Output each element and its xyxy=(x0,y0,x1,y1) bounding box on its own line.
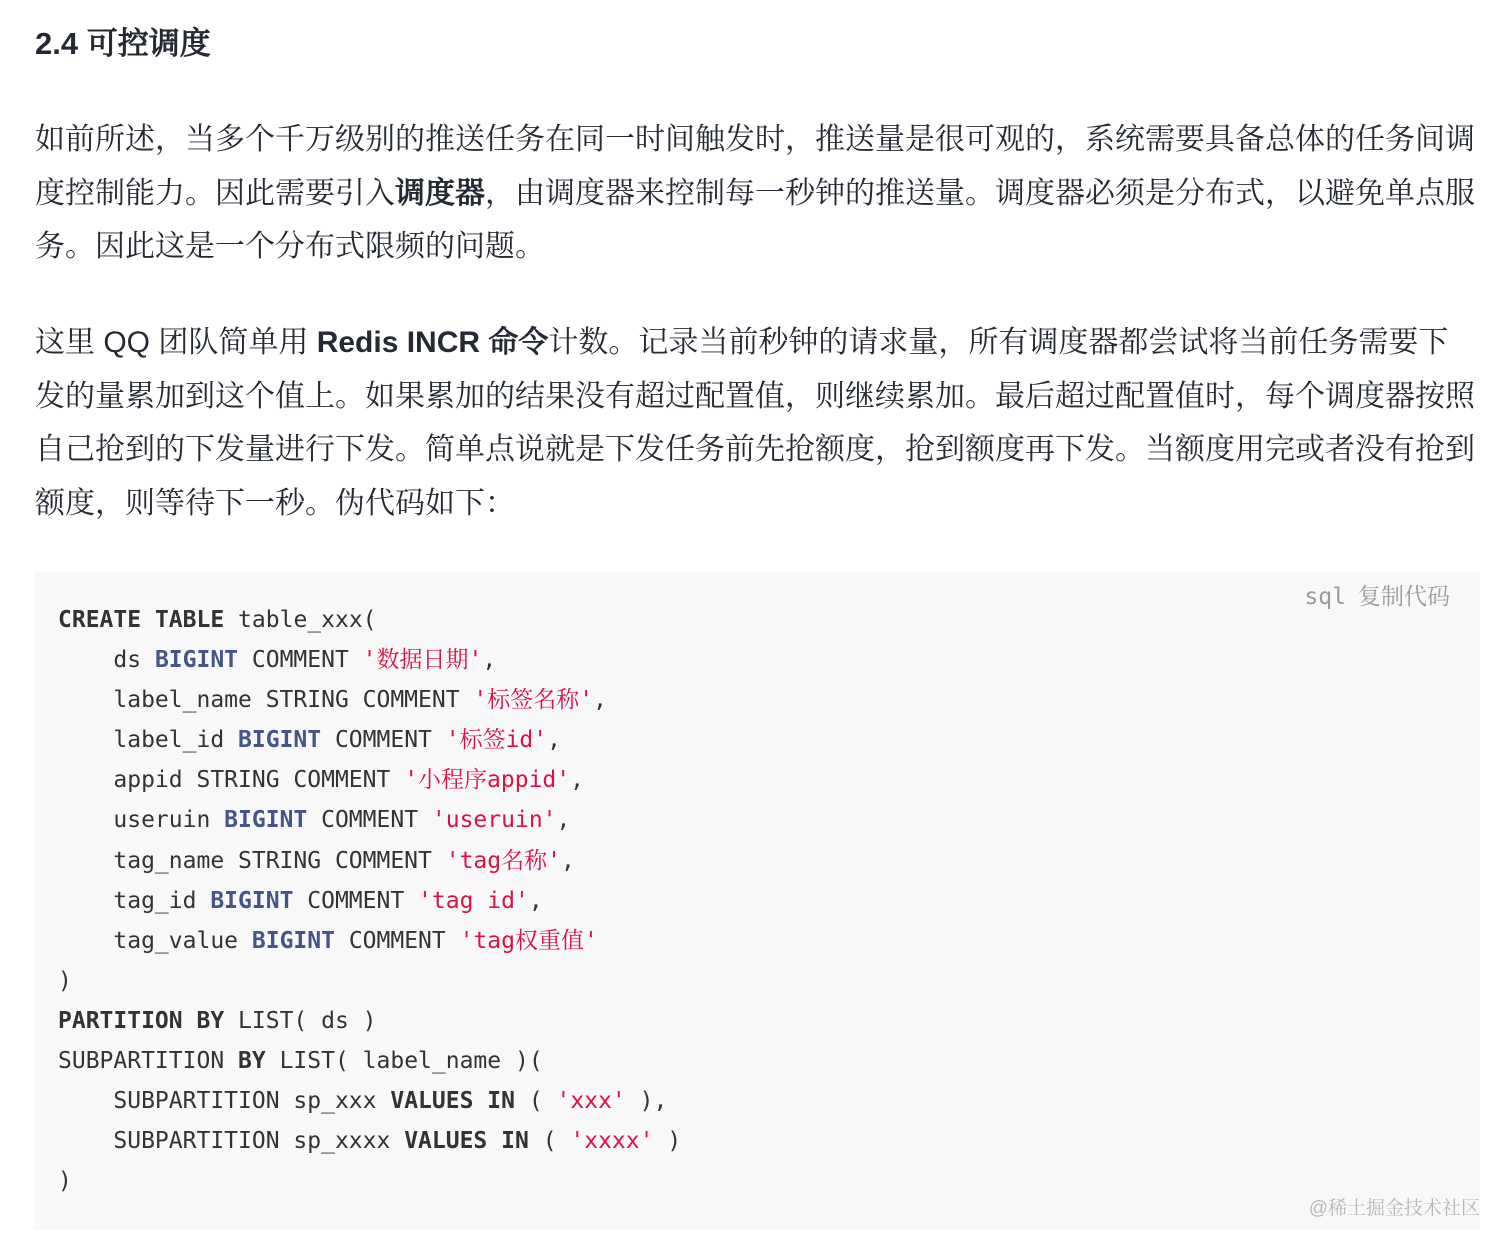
code-keyword: BIGINT xyxy=(154,647,239,674)
code-string: 'useruin' xyxy=(431,807,557,834)
code-line xyxy=(58,607,377,633)
code-text: useruin xyxy=(58,807,225,834)
code-keyword: BIGINT xyxy=(224,807,308,834)
paragraph-intro xyxy=(35,113,1477,274)
code-string: '数据日期' xyxy=(362,647,483,674)
code-text xyxy=(183,1008,197,1034)
code-text xyxy=(141,607,155,633)
code-text: , xyxy=(528,887,543,914)
code-text: ds xyxy=(58,647,155,674)
code-text: SUBPARTITION sp_xxx xyxy=(58,1088,391,1115)
code-string: '标签名称' xyxy=(473,687,594,714)
code-keyword: TABLE xyxy=(154,607,225,633)
code-keyword: CREATE xyxy=(58,607,142,633)
code-text: ) xyxy=(58,1168,72,1195)
code-text: COMMENT xyxy=(238,647,363,674)
code-keyword: BIGINT xyxy=(210,887,294,914)
code-text: appid STRING COMMENT xyxy=(58,767,405,794)
code-text: label_name STRING COMMENT xyxy=(58,687,474,714)
code-text: , xyxy=(547,727,561,754)
code-text: tag_name STRING COMMENT xyxy=(58,847,446,874)
code-text xyxy=(487,1128,501,1154)
code-string: 'xxx' xyxy=(556,1088,626,1115)
paragraph-intro-bold: 调度器 xyxy=(395,176,485,210)
code-line xyxy=(58,848,575,874)
code-keyword: VALUES xyxy=(390,1088,474,1115)
code-line xyxy=(58,928,598,954)
code-line xyxy=(58,807,570,833)
code-string: 'tag权重值' xyxy=(459,927,598,954)
code-keyword: VALUES xyxy=(404,1128,488,1155)
code-text xyxy=(473,1088,487,1114)
code-block xyxy=(34,572,1480,1230)
paragraph-redis-text-end: 计数。记录当前秒钟的请求量，所有调度器都尝试将当前任务需要下发的量累加到这个值上。如果累加的结果没有超过配置值，则继续累加。最后超过配置值时，每个调度器按照自己抢到的下发量进行下发。简单点说就是下发任务前先抢额度，抢到额度再下发。当额度用完或者没有抢到额度，则等待下一秒。伪代码如下： xyxy=(35,326,1475,520)
paragraph-intro-text: 如前所述，当多个千万级别的推送任务在同一时间触发时，推送量是很可观的，系统需要具备总体的任务间调度控制能力。因此需要引入 xyxy=(35,123,1475,210)
code-line xyxy=(58,687,607,713)
code-text: , xyxy=(482,647,497,674)
paragraph-intro-text-end: ，由调度器来控制每一秒钟的推送量。调度器必须是分布式，以避免单点服务。因此这是一个分布式限频的问题。 xyxy=(35,176,1475,263)
section-heading: 2.4 可控调度 xyxy=(35,26,211,61)
code-text: tag_id xyxy=(58,887,211,914)
code-text: ( xyxy=(515,1088,557,1115)
code-text: , xyxy=(593,687,607,714)
code-text: label_id xyxy=(58,727,239,754)
paragraph-redis-bold: Redis INCR 命令 xyxy=(316,326,549,359)
code-line xyxy=(58,1088,667,1114)
copy-code-button[interactable]: 复制代码 xyxy=(1358,583,1450,609)
code-line xyxy=(58,1008,377,1034)
code-string: '小程序appid' xyxy=(404,767,571,794)
code-text: , xyxy=(560,847,575,874)
code-text: , xyxy=(556,807,571,834)
code-text: SUBPARTITION xyxy=(58,1048,239,1075)
code-keyword: BY xyxy=(238,1048,266,1075)
code-text: COMMENT xyxy=(334,927,460,954)
code-line xyxy=(58,1128,681,1154)
code-text: ) xyxy=(653,1128,682,1155)
paragraph-redis-text: 这里 QQ 团队简单用 xyxy=(35,326,317,359)
code-string: 'tag id' xyxy=(418,887,529,914)
code-string: '标签id' xyxy=(445,727,548,754)
code-keyword: IN xyxy=(487,1088,515,1115)
code-string: 'xxxx' xyxy=(570,1128,654,1155)
code-keyword: BY xyxy=(196,1007,225,1034)
code-line xyxy=(58,767,584,793)
code-text: tag_value xyxy=(58,927,252,954)
code-line xyxy=(58,1048,543,1074)
code-keyword: BIGINT xyxy=(238,727,322,754)
code-language-label: sql xyxy=(1304,584,1346,610)
paragraph-redis xyxy=(35,316,1477,530)
code-text: COMMENT xyxy=(321,727,446,754)
code-line xyxy=(58,727,561,753)
code-content xyxy=(58,600,681,1201)
code-text: ( xyxy=(528,1128,571,1155)
code-keyword: PARTITION xyxy=(58,1007,183,1034)
code-text: table_xxx( xyxy=(224,607,377,633)
code-text: SUBPARTITION sp_xxxx xyxy=(58,1128,405,1155)
code-line xyxy=(58,647,496,673)
code-keyword: BIGINT xyxy=(251,927,335,954)
code-keyword: IN xyxy=(501,1128,529,1155)
code-text: COMMENT xyxy=(307,807,432,834)
code-line xyxy=(58,1168,72,1194)
code-text: ) xyxy=(58,967,72,994)
code-text: , xyxy=(570,767,584,794)
code-line xyxy=(58,968,72,994)
watermark: @稀土掘金技术社区 xyxy=(1308,1198,1480,1219)
code-text: ), xyxy=(625,1088,668,1115)
code-text: LIST( ds ) xyxy=(224,1007,377,1034)
code-string: 'tag名称' xyxy=(445,847,561,874)
code-text: LIST( label_name )( xyxy=(265,1048,543,1075)
code-line xyxy=(58,888,543,914)
code-header xyxy=(1304,580,1450,613)
code-text: COMMENT xyxy=(293,887,419,914)
